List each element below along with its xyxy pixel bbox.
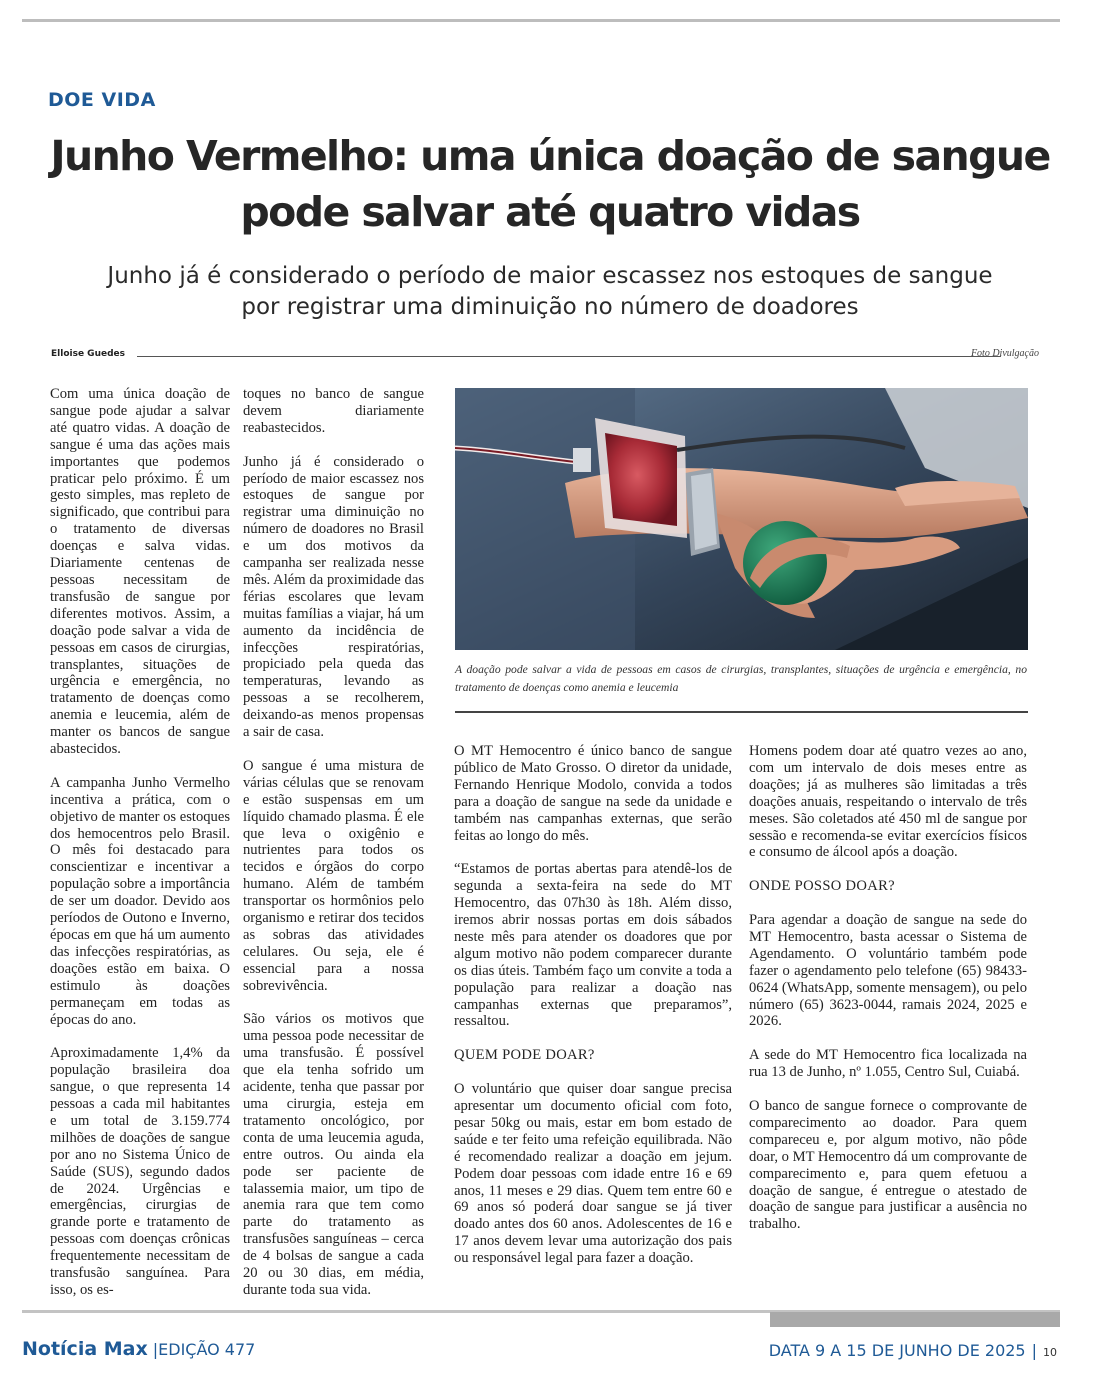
article-column-1 [50, 386, 230, 1299]
headline-line-2: pode salvar até quatro vidas [240, 188, 860, 236]
paragraph: Junho já é considerado o período de maior escassez nos estoques de sangue por registrar uma diminuição no número de doadores no Brasil e um dos motivos da campanha ser realizada nesse mês. Além da proximidade das férias escolares que levam muitas famílias a viajar, há um aumento da incidência de infecções respiratórias, propiciado pela queda das temperaturas, levando as pessoas a se recolherem, deixando-as menos propensas a sair de casa. [243, 453, 424, 741]
page-number: 10 [1043, 1346, 1057, 1359]
subtitle-line-1: Junho já é considerado o período de maior escassez nos estoques de sangue [107, 263, 993, 289]
paragraph: São vários os motivos que uma pessoa pode necessitar de uma transfusão. É possível que ela tenha sofrido um acidente, tenha que passar por uma cirurgia, esteja em tratamento oncológico, por conta de uma leucemia aguda, entre outros. Ou ainda ela pode ser paciente de talassemia maior, um tipo de anemia rara que tem como parte do tratamento as transfusões sanguíneas – cerca de 4 bolsas de sangue a cada 20 ou 30 dias, em média, durante toda sua vida. [243, 1011, 424, 1298]
issue-date: DATA 9 A 15 DE JUNHO DE 2025 [768, 1341, 1026, 1360]
paragraph: O voluntário que quiser doar sangue precisa apresentar um documento oficial com foto, pesar 50kg ou mais, estar em bom estado de saúde e ter feito uma refeição equilibrada. Não é recomendado realizar a doação em jejum. Podem doar pessoas com idade entre 16 e 69 anos, 11 meses e 29 dias. Quem tem entre 60 e 69 anos só poderá doar sangue se já tiver doado antes dos 60 anos. Adolescentes de 16 e 17 anos devem levar uma autorização dos pais ou responsável legal para fazer a doação. [454, 1081, 732, 1267]
edition-number: |EDIÇÃO 477 [152, 1340, 256, 1359]
article-column-2 [243, 386, 424, 1299]
paragraph: O banco de sangue fornece o comprovante de comparecimento ao doador. Para quem compareceu e, por algum motivo, não pôde doar, o MT Hemocentro dá um comprovante de comparecimento e, para quem efetuou a doação de sangue, é entregue o atestado de doação de sangue para justificar a ausência no trabalho. [749, 1097, 1027, 1233]
paragraph: O sangue é uma mistura de várias células que se renovam e estão suspensas em um líquido chamado plasma. É ele que leva o oxigênio e nutrientes para todos os tecidos e órgãos do corpo humano. Além de também transportar os hormônios pelo organismo e retirar dos tecidos as sobras das atividades celulares. Ou seja, ele é essencial para a nossa sobrevivência. [243, 757, 424, 994]
blood-donation-photo-icon [455, 388, 1028, 650]
blood-donation-photo [455, 388, 1028, 650]
section-tag: DOE VIDA [48, 89, 156, 111]
caption-rule [455, 711, 1028, 713]
footer-date [769, 1341, 1057, 1360]
photo-credit: Foto Divulgação [970, 348, 1039, 359]
subheading-who-can-donate: QUEM PODE DOAR? [454, 1047, 595, 1064]
paragraph: toques no banco de sangue devem diariamente reabastecidos. [243, 386, 424, 436]
top-rule [22, 19, 1060, 22]
headline [30, 128, 1070, 240]
paragraph: “Estamos de portas abertas para atendê-los de segunda a sexta-feira na sede do MT Hemocentro, das 07h30 às 18h. Além disso, iremos abrir nossas portas em dois sábados neste mês para atender os doadores que por algum motivo não podem comparecer durante os dias úteis. Também faço um convite a toda a população para realizar a doação nas campanhas externas que preparamos”, ressaltou. [454, 861, 732, 1030]
paragraph: Homens podem doar até quatro vezes ao ano, com um intervalo de dois meses entre as doações; já as mulheres são limitadas a três doações anuais, respeitando o intervalo de três meses. São coletados até 450 ml de sangue por sessão e recomenda-se evitar exercícios físicos e consumo de álcool após a doação. [749, 743, 1027, 861]
footer-separator: | [1031, 1341, 1037, 1360]
author-byline: Elloise Guedes [51, 349, 125, 359]
paragraph: Para agendar a doação de sangue na sede do MT Hemocentro, basta acessar o Sistema de Agendamento. O voluntário também pode fazer o agendamento pelo telefone (65) 98433-0624 (WhatsApp, somente mensagem), ou pelo número (65) 3623-0044, ramais 2024, 2025 e 2026. [749, 912, 1027, 1030]
paragraph: O MT Hemocentro é único banco de sangue público de Mato Grosso. O diretor da unidade, Fernando Henrique Modolo, convida a todos para a doação de sangue na sede da unidade e também nas campanhas externas, que serão feitas ao longo do mês. [454, 743, 732, 844]
photo-caption: A doação pode salvar a vida de pessoas em casos de cirurgias, transplantes, situações de urgência e emergência, no tratamento de doenças como anemia e leucemia [455, 663, 1027, 694]
subtitle-line-2: por registrar uma diminuição no número de doadores [241, 294, 859, 320]
publication-name: Notícia Max [22, 1338, 148, 1360]
paragraph: Aproximadamente 1,4% da população brasileira doa sangue, o que representa 14 pessoas a cada mil habitantes e um total de 3.159.774 milhões de doações de sangue por ano no Sistema Único de Saúde (SUS), segundo dados de 2024. Urgências e emergências, cirurgias de grande porte e tratamento de pessoas com doenças crônicas frequentemente necessitam de transfusão sanguínea. Para isso, os es- [50, 1045, 230, 1298]
byline-row [51, 348, 1039, 364]
footer-tab [770, 1312, 1060, 1327]
subtitle [30, 261, 1070, 323]
paragraph: Com uma única doação de sangue pode ajudar a salvar até quatro vidas. A doação de sangue é uma das ações mais importantes que podemos praticar pelo próximo. É um gesto simples, mas repleto de significado, que contribui para o tratamento de diversas doenças e salva vidas. Diariamente centenas de pessoas necessitam de transfusão de sangue por diferentes motivos. Assim, a doação pode salvar a vida de pessoas em casos de cirurgias, transplantes, situações de urgência e emergência, no tratamento de doenças como anemia e leucemia, além de manter os bancos de sangue abastecidos. [50, 386, 230, 758]
subheading-where-to-donate: ONDE POSSO DOAR? [749, 878, 895, 895]
headline-line-1: Junho Vermelho: uma única doação de sangue [50, 132, 1050, 180]
footer-brand [22, 1338, 255, 1360]
paragraph: A campanha Junho Vermelho incentiva a prática, com o objetivo de manter os estoques dos hemocentros pelo Brasil. O mês foi destacado para conscientizar e incentivar a população sobre a importância de ser um doador. Devido aos períodos de Outono e Inverno, épocas em que há um aumento das infecções respiratórias, as doações estão em baixa. O estimulo às doações permaneçam em todas as épocas do ano. [50, 774, 230, 1028]
byline-rule [137, 356, 1001, 357]
paragraph: A sede do MT Hemocentro fica localizada na rua 13 de Junho, nº 1.055, Centro Sul, Cuiabá. [749, 1047, 1027, 1081]
article-column-3 [454, 743, 732, 1267]
article-column-4 [749, 743, 1027, 1233]
